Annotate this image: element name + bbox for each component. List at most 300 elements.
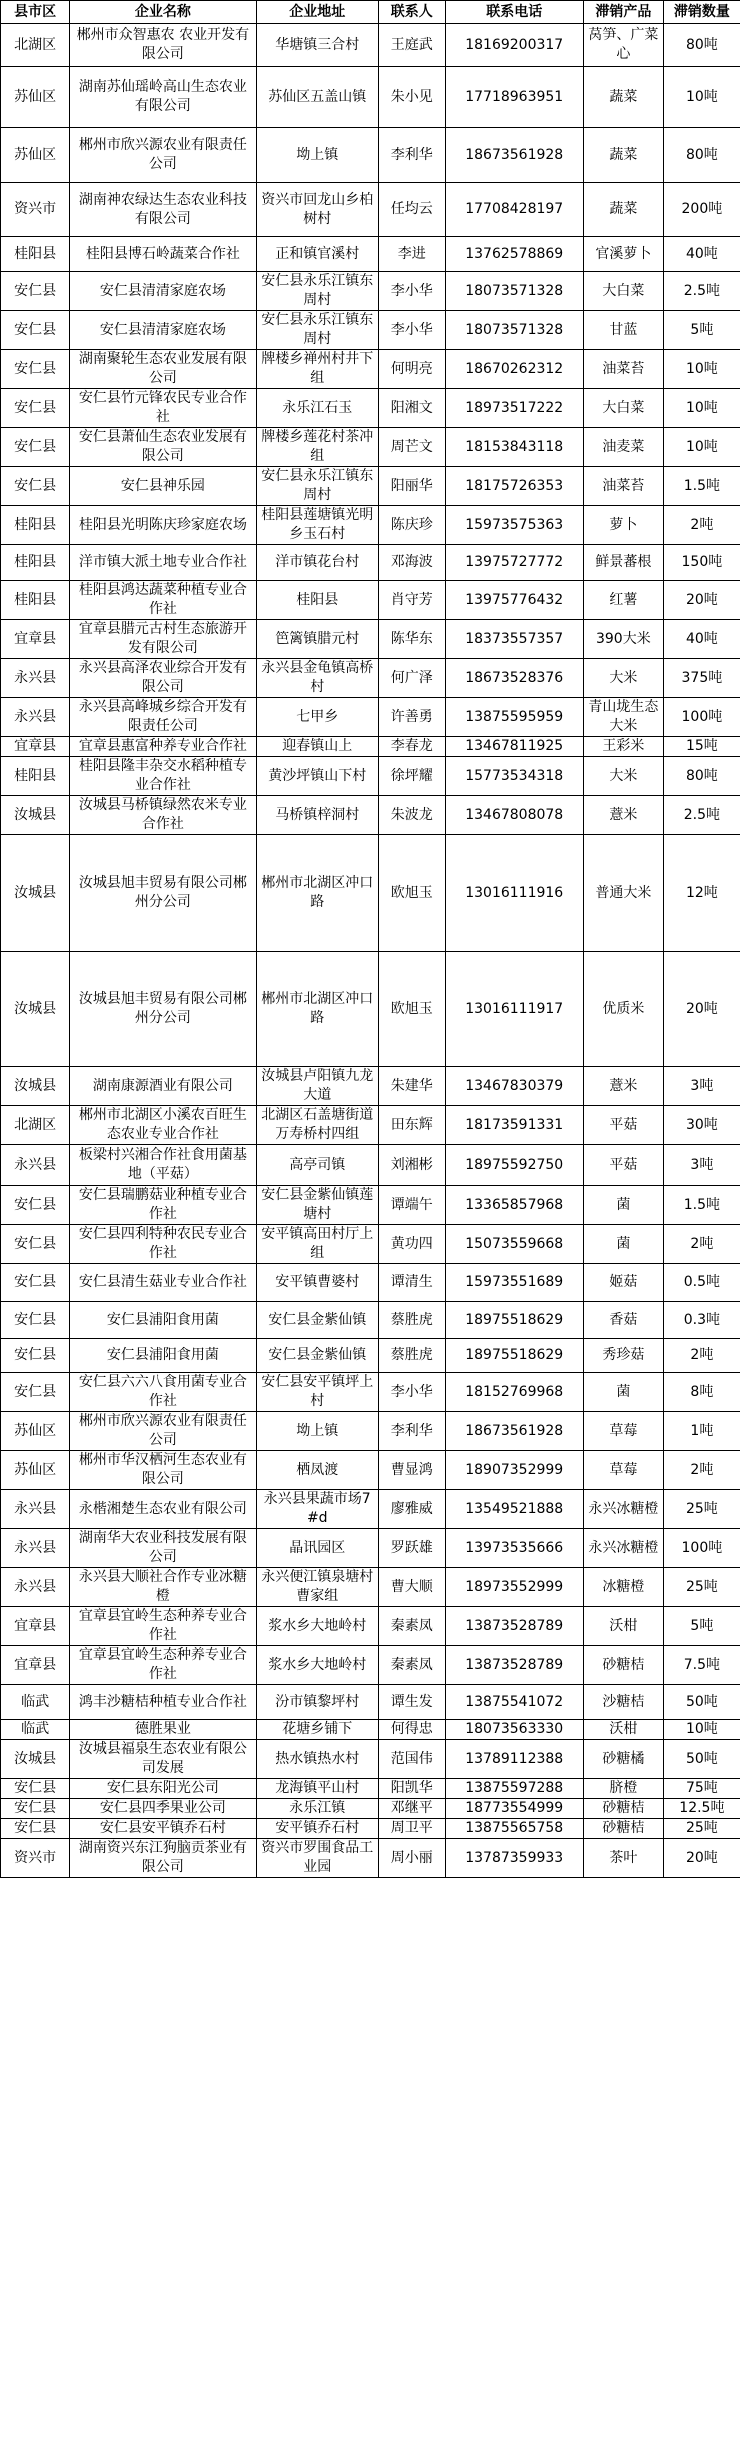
cell-phone: 18073571328 bbox=[445, 272, 583, 311]
cell-district: 宜章县 bbox=[1, 737, 70, 757]
cell-district: 安仁县 bbox=[1, 1819, 70, 1839]
table-row bbox=[1, 183, 740, 237]
cell-district: 安仁县 bbox=[1, 1799, 70, 1819]
cell-product: 萝卜 bbox=[583, 506, 663, 545]
cell-company-name: 宜章县惠富种养专业合作社 bbox=[70, 737, 256, 757]
table-row bbox=[1, 1339, 740, 1373]
cell-company-name: 桂阳县博石岭蔬菜合作社 bbox=[70, 237, 256, 272]
header-contact-person: 联系人 bbox=[378, 1, 445, 24]
cell-company-address: 汝城县卢阳镇九龙大道 bbox=[256, 1067, 378, 1106]
table-row bbox=[1, 1186, 740, 1225]
cell-phone: 13873528789 bbox=[445, 1646, 583, 1685]
cell-phone: 18169200317 bbox=[445, 24, 583, 67]
cell-product: 大白菜 bbox=[583, 389, 663, 428]
cell-product: 沃柑 bbox=[583, 1720, 663, 1740]
cell-product: 大米 bbox=[583, 757, 663, 796]
cell-district: 永兴县 bbox=[1, 1568, 70, 1607]
table-row bbox=[1, 1646, 740, 1685]
cell-quantity: 80吨 bbox=[663, 128, 740, 183]
table-row bbox=[1, 835, 740, 952]
cell-product: 红薯 bbox=[583, 581, 663, 620]
cell-phone: 15073559668 bbox=[445, 1225, 583, 1264]
cell-district: 永兴县 bbox=[1, 659, 70, 698]
table-row bbox=[1, 1302, 740, 1339]
cell-contact-person: 蔡胜虎 bbox=[378, 1339, 445, 1373]
cell-contact-person: 蔡胜虎 bbox=[378, 1302, 445, 1339]
cell-company-address: 迎春镇山上 bbox=[256, 737, 378, 757]
cell-district: 安仁县 bbox=[1, 1779, 70, 1799]
cell-company-name: 郴州市欣兴源农业有限责任公司 bbox=[70, 1412, 256, 1451]
cell-company-name: 板梁村兴湘合作社食用菌基地（平菇） bbox=[70, 1145, 256, 1186]
cell-phone: 13467808078 bbox=[445, 796, 583, 835]
cell-district: 宜章县 bbox=[1, 1607, 70, 1646]
cell-district: 安仁县 bbox=[1, 428, 70, 467]
table-row bbox=[1, 311, 740, 350]
table-row bbox=[1, 237, 740, 272]
cell-company-address: 安仁县永乐江镇东周村 bbox=[256, 311, 378, 350]
table-row bbox=[1, 1451, 740, 1490]
cell-contact-person: 刘湘彬 bbox=[378, 1145, 445, 1186]
cell-quantity: 8吨 bbox=[663, 1373, 740, 1412]
cell-product: 秀珍菇 bbox=[583, 1339, 663, 1373]
cell-quantity: 10吨 bbox=[663, 428, 740, 467]
cell-company-address: 正和镇官溪村 bbox=[256, 237, 378, 272]
cell-district: 桂阳县 bbox=[1, 545, 70, 581]
cell-phone: 13875565758 bbox=[445, 1819, 583, 1839]
cell-quantity: 0.3吨 bbox=[663, 1302, 740, 1339]
cell-contact-person: 李春龙 bbox=[378, 737, 445, 757]
cell-quantity: 100吨 bbox=[663, 698, 740, 737]
cell-company-address: 安仁县永乐江镇东周村 bbox=[256, 272, 378, 311]
cell-company-name: 安仁县四季果业公司 bbox=[70, 1799, 256, 1819]
table-row bbox=[1, 698, 740, 737]
cell-phone: 17718963951 bbox=[445, 67, 583, 128]
cell-phone: 18152769968 bbox=[445, 1373, 583, 1412]
table-row bbox=[1, 350, 740, 389]
cell-product: 王彩米 bbox=[583, 737, 663, 757]
cell-quantity: 5吨 bbox=[663, 311, 740, 350]
cell-district: 安仁县 bbox=[1, 1302, 70, 1339]
cell-company-name: 郴州市北湖区小溪农百旺生态农业专业合作社 bbox=[70, 1106, 256, 1145]
cell-contact-person: 谭端午 bbox=[378, 1186, 445, 1225]
cell-quantity: 2.5吨 bbox=[663, 796, 740, 835]
cell-product: 优质米 bbox=[583, 952, 663, 1067]
cell-company-address: 热水镇热水村 bbox=[256, 1740, 378, 1779]
table-row bbox=[1, 24, 740, 67]
cell-phone: 18975518629 bbox=[445, 1339, 583, 1373]
table-row bbox=[1, 1685, 740, 1720]
cell-contact-person: 邓继平 bbox=[378, 1799, 445, 1819]
cell-phone: 13365857968 bbox=[445, 1186, 583, 1225]
cell-product: 油菜苔 bbox=[583, 350, 663, 389]
cell-district: 汝城县 bbox=[1, 796, 70, 835]
cell-district: 安仁县 bbox=[1, 1225, 70, 1264]
cell-district: 安仁县 bbox=[1, 350, 70, 389]
cell-contact-person: 李小华 bbox=[378, 1373, 445, 1412]
table-row bbox=[1, 1225, 740, 1264]
cell-product: 沃柑 bbox=[583, 1607, 663, 1646]
cell-company-name: 宜章县腊元古村生态旅游开发有限公司 bbox=[70, 620, 256, 659]
cell-quantity: 15吨 bbox=[663, 737, 740, 757]
cell-contact-person: 李小华 bbox=[378, 311, 445, 350]
cell-company-name: 德胜果业 bbox=[70, 1720, 256, 1740]
cell-company-name: 安仁县四利特种农民专业合作社 bbox=[70, 1225, 256, 1264]
cell-company-address: 马桥镇梓洞村 bbox=[256, 796, 378, 835]
table-row bbox=[1, 1607, 740, 1646]
cell-company-name: 桂阳县隆丰杂交水稻种植专业合作社 bbox=[70, 757, 256, 796]
cell-district: 汝城县 bbox=[1, 1067, 70, 1106]
cell-district: 临武 bbox=[1, 1720, 70, 1740]
cell-company-name: 郴州市欣兴源农业有限责任公司 bbox=[70, 128, 256, 183]
cell-product: 菌 bbox=[583, 1186, 663, 1225]
cell-district: 资兴市 bbox=[1, 183, 70, 237]
table-row bbox=[1, 1264, 740, 1302]
cell-product: 菌 bbox=[583, 1373, 663, 1412]
cell-phone: 13016111916 bbox=[445, 835, 583, 952]
cell-contact-person: 秦素凤 bbox=[378, 1607, 445, 1646]
cell-district: 资兴市 bbox=[1, 1839, 70, 1878]
cell-contact-person: 陈庆珍 bbox=[378, 506, 445, 545]
cell-contact-person: 李利华 bbox=[378, 128, 445, 183]
cell-phone: 18907352999 bbox=[445, 1451, 583, 1490]
cell-product: 砂糖桔 bbox=[583, 1646, 663, 1685]
cell-phone: 18973552999 bbox=[445, 1568, 583, 1607]
cell-phone: 13467811925 bbox=[445, 737, 583, 757]
cell-company-name: 湖南康源酒业有限公司 bbox=[70, 1067, 256, 1106]
cell-contact-person: 曹大顺 bbox=[378, 1568, 445, 1607]
table-row bbox=[1, 545, 740, 581]
table-row bbox=[1, 1819, 740, 1839]
cell-product: 草莓 bbox=[583, 1412, 663, 1451]
cell-company-address: 浆水乡大地岭村 bbox=[256, 1646, 378, 1685]
cell-district: 桂阳县 bbox=[1, 757, 70, 796]
cell-contact-person: 谭生发 bbox=[378, 1685, 445, 1720]
cell-quantity: 10吨 bbox=[663, 389, 740, 428]
cell-product: 菌 bbox=[583, 1225, 663, 1264]
cell-quantity: 3吨 bbox=[663, 1067, 740, 1106]
cell-company-name: 安仁县六六八食用菌专业合作社 bbox=[70, 1373, 256, 1412]
cell-company-name: 汝城县马桥镇绿然农米专业合作社 bbox=[70, 796, 256, 835]
cell-phone: 13975776432 bbox=[445, 581, 583, 620]
cell-district: 安仁县 bbox=[1, 1339, 70, 1373]
cell-contact-person: 阳丽华 bbox=[378, 467, 445, 506]
cell-quantity: 2.5吨 bbox=[663, 272, 740, 311]
table-row bbox=[1, 620, 740, 659]
cell-phone: 17708428197 bbox=[445, 183, 583, 237]
cell-phone: 13975727772 bbox=[445, 545, 583, 581]
table-row bbox=[1, 1490, 740, 1529]
cell-contact-person: 朱建华 bbox=[378, 1067, 445, 1106]
cell-contact-person: 李小华 bbox=[378, 272, 445, 311]
cell-phone: 13787359933 bbox=[445, 1839, 583, 1878]
cell-phone: 18073563330 bbox=[445, 1720, 583, 1740]
table-row bbox=[1, 1740, 740, 1779]
cell-phone: 18673528376 bbox=[445, 659, 583, 698]
cell-district: 桂阳县 bbox=[1, 506, 70, 545]
cell-quantity: 1.5吨 bbox=[663, 1186, 740, 1225]
table-row bbox=[1, 1373, 740, 1412]
cell-phone: 13467830379 bbox=[445, 1067, 583, 1106]
table-row bbox=[1, 659, 740, 698]
cell-product: 平菇 bbox=[583, 1106, 663, 1145]
cell-phone: 18975592750 bbox=[445, 1145, 583, 1186]
cell-contact-person: 周芒文 bbox=[378, 428, 445, 467]
table-row bbox=[1, 1799, 740, 1819]
cell-district: 永兴县 bbox=[1, 1529, 70, 1568]
cell-product: 鲜景蕃根 bbox=[583, 545, 663, 581]
cell-quantity: 10吨 bbox=[663, 350, 740, 389]
cell-quantity: 1吨 bbox=[663, 1412, 740, 1451]
cell-contact-person: 李利华 bbox=[378, 1412, 445, 1451]
cell-product: 大白菜 bbox=[583, 272, 663, 311]
cell-quantity: 75吨 bbox=[663, 1779, 740, 1799]
cell-quantity: 12吨 bbox=[663, 835, 740, 952]
cell-quantity: 80吨 bbox=[663, 24, 740, 67]
cell-company-address: 资兴市罗围食品工业园 bbox=[256, 1839, 378, 1878]
cell-company-address: 栖凤渡 bbox=[256, 1451, 378, 1490]
cell-company-address: 安仁县金紫仙镇莲塘村 bbox=[256, 1186, 378, 1225]
cell-company-address: 安仁县金紫仙镇 bbox=[256, 1302, 378, 1339]
cell-quantity: 40吨 bbox=[663, 620, 740, 659]
cell-contact-person: 秦素凤 bbox=[378, 1646, 445, 1685]
table-row bbox=[1, 1839, 740, 1878]
table-row bbox=[1, 506, 740, 545]
cell-contact-person: 欧旭玉 bbox=[378, 835, 445, 952]
table-row bbox=[1, 1529, 740, 1568]
cell-company-name: 永兴县高泽农业综合开发有限公司 bbox=[70, 659, 256, 698]
cell-company-address: 永乐江镇 bbox=[256, 1799, 378, 1819]
cell-company-name: 郴州市华汉栖河生态农业有限公司 bbox=[70, 1451, 256, 1490]
cell-quantity: 7.5吨 bbox=[663, 1646, 740, 1685]
table-row bbox=[1, 1412, 740, 1451]
cell-product: 茶叶 bbox=[583, 1839, 663, 1878]
cell-quantity: 150吨 bbox=[663, 545, 740, 581]
cell-product: 大米 bbox=[583, 659, 663, 698]
cell-company-name: 安仁县神乐园 bbox=[70, 467, 256, 506]
cell-phone: 18373557357 bbox=[445, 620, 583, 659]
cell-phone: 13549521888 bbox=[445, 1490, 583, 1529]
cell-product: 沙糖桔 bbox=[583, 1685, 663, 1720]
cell-company-address: 笆篱镇腊元村 bbox=[256, 620, 378, 659]
cell-contact-person: 曹显鸿 bbox=[378, 1451, 445, 1490]
cell-company-address: 安仁县永乐江镇东周村 bbox=[256, 467, 378, 506]
cell-company-address: 高亭司镇 bbox=[256, 1145, 378, 1186]
cell-product: 青山垅生态大米 bbox=[583, 698, 663, 737]
table-row bbox=[1, 467, 740, 506]
cell-district: 汝城县 bbox=[1, 835, 70, 952]
cell-company-name: 安仁县东阳光公司 bbox=[70, 1779, 256, 1799]
cell-contact-person: 田东辉 bbox=[378, 1106, 445, 1145]
cell-district: 安仁县 bbox=[1, 1264, 70, 1302]
cell-company-address: 安平镇高田村厅上组 bbox=[256, 1225, 378, 1264]
cell-quantity: 10吨 bbox=[663, 1720, 740, 1740]
cell-company-name: 桂阳县光明陈庆珍家庭农场 bbox=[70, 506, 256, 545]
cell-contact-person: 任均云 bbox=[378, 183, 445, 237]
cell-company-address: 汾市镇黎坪村 bbox=[256, 1685, 378, 1720]
cell-district: 安仁县 bbox=[1, 1373, 70, 1412]
table-row bbox=[1, 389, 740, 428]
cell-quantity: 40吨 bbox=[663, 237, 740, 272]
cell-company-address: 坳上镇 bbox=[256, 128, 378, 183]
cell-district: 北湖区 bbox=[1, 24, 70, 67]
cell-product: 砂糖橘 bbox=[583, 1740, 663, 1779]
cell-contact-person: 阳凯华 bbox=[378, 1779, 445, 1799]
cell-contact-person: 黄功四 bbox=[378, 1225, 445, 1264]
cell-company-address: 资兴市回龙山乡柏树村 bbox=[256, 183, 378, 237]
cell-quantity: 12.5吨 bbox=[663, 1799, 740, 1819]
cell-company-address: 洋市镇花台村 bbox=[256, 545, 378, 581]
cell-company-address: 晶讯园区 bbox=[256, 1529, 378, 1568]
cell-quantity: 50吨 bbox=[663, 1685, 740, 1720]
cell-company-address: 安仁县金紫仙镇 bbox=[256, 1339, 378, 1373]
cell-district: 永兴县 bbox=[1, 1145, 70, 1186]
header-company-name: 企业名称 bbox=[70, 1, 256, 24]
table-body bbox=[1, 24, 740, 1878]
cell-contact-person: 欧旭玉 bbox=[378, 952, 445, 1067]
cell-phone: 13762578869 bbox=[445, 237, 583, 272]
table-row bbox=[1, 1106, 740, 1145]
cell-company-address: 苏仙区五盖山镇 bbox=[256, 67, 378, 128]
table-row bbox=[1, 67, 740, 128]
cell-product: 草莓 bbox=[583, 1451, 663, 1490]
cell-contact-person: 周卫平 bbox=[378, 1819, 445, 1839]
cell-quantity: 20吨 bbox=[663, 581, 740, 620]
cell-company-address: 龙海镇平山村 bbox=[256, 1779, 378, 1799]
cell-contact-person: 朱波龙 bbox=[378, 796, 445, 835]
cell-district: 苏仙区 bbox=[1, 67, 70, 128]
cell-company-name: 鸿丰沙糖桔种植专业合作社 bbox=[70, 1685, 256, 1720]
cell-phone: 13873528789 bbox=[445, 1607, 583, 1646]
cell-company-address: 永兴县果蔬市场7#d bbox=[256, 1490, 378, 1529]
cell-company-address: 牌楼乡禅州村井下组 bbox=[256, 350, 378, 389]
cell-phone: 18073571328 bbox=[445, 311, 583, 350]
cell-company-address: 花塘乡铺下 bbox=[256, 1720, 378, 1740]
cell-district: 安仁县 bbox=[1, 1186, 70, 1225]
cell-company-name: 湖南苏仙瑶岭高山生态农业有限公司 bbox=[70, 67, 256, 128]
cell-district: 桂阳县 bbox=[1, 237, 70, 272]
cell-company-name: 郴州市众智惠农 农业开发有限公司 bbox=[70, 24, 256, 67]
cell-product: 油麦菜 bbox=[583, 428, 663, 467]
cell-company-name: 安仁县浦阳食用菌 bbox=[70, 1302, 256, 1339]
cell-contact-person: 陈华东 bbox=[378, 620, 445, 659]
cell-company-name: 安仁县瑞鹏菇业种植专业合作社 bbox=[70, 1186, 256, 1225]
cell-product: 永兴冰糖橙 bbox=[583, 1490, 663, 1529]
cell-district: 安仁县 bbox=[1, 272, 70, 311]
header-district: 县市区 bbox=[1, 1, 70, 24]
table-row bbox=[1, 428, 740, 467]
cell-contact-person: 何广泽 bbox=[378, 659, 445, 698]
cell-product: 蔬菜 bbox=[583, 67, 663, 128]
cell-phone: 13875595959 bbox=[445, 698, 583, 737]
cell-quantity: 0.5吨 bbox=[663, 1264, 740, 1302]
cell-phone: 18973517222 bbox=[445, 389, 583, 428]
cell-company-name: 安仁县清清家庭农场 bbox=[70, 311, 256, 350]
cell-product: 390大米 bbox=[583, 620, 663, 659]
cell-quantity: 25吨 bbox=[663, 1568, 740, 1607]
cell-company-name: 湖南华大农业科技发展有限公司 bbox=[70, 1529, 256, 1568]
cell-company-address: 浆水乡大地岭村 bbox=[256, 1607, 378, 1646]
cell-contact-person: 徐坪耀 bbox=[378, 757, 445, 796]
cell-phone: 15973551689 bbox=[445, 1264, 583, 1302]
table-row bbox=[1, 796, 740, 835]
cell-contact-person: 罗跃雄 bbox=[378, 1529, 445, 1568]
cell-company-address: 黄沙坪镇山下村 bbox=[256, 757, 378, 796]
cell-phone: 13875541072 bbox=[445, 1685, 583, 1720]
cell-quantity: 30吨 bbox=[663, 1106, 740, 1145]
cell-company-address: 牌楼乡莲花村茶冲组 bbox=[256, 428, 378, 467]
cell-company-name: 安仁县清生菇业专业合作社 bbox=[70, 1264, 256, 1302]
table-row bbox=[1, 737, 740, 757]
cell-product: 甘蓝 bbox=[583, 311, 663, 350]
cell-quantity: 80吨 bbox=[663, 757, 740, 796]
cell-quantity: 3吨 bbox=[663, 1145, 740, 1186]
cell-company-address: 郴州市北湖区冲口路 bbox=[256, 835, 378, 952]
cell-product: 平菇 bbox=[583, 1145, 663, 1186]
cell-contact-person: 周小丽 bbox=[378, 1839, 445, 1878]
cell-quantity: 20吨 bbox=[663, 952, 740, 1067]
cell-phone: 18773554999 bbox=[445, 1799, 583, 1819]
table-row bbox=[1, 272, 740, 311]
cell-quantity: 25吨 bbox=[663, 1819, 740, 1839]
cell-contact-person: 何明亮 bbox=[378, 350, 445, 389]
cell-phone: 18975518629 bbox=[445, 1302, 583, 1339]
cell-contact-person: 李进 bbox=[378, 237, 445, 272]
cell-company-name: 湖南资兴东江狗脑贡茶业有限公司 bbox=[70, 1839, 256, 1878]
cell-quantity: 100吨 bbox=[663, 1529, 740, 1568]
cell-contact-person: 谭清生 bbox=[378, 1264, 445, 1302]
cell-company-address: 七甲乡 bbox=[256, 698, 378, 737]
cell-contact-person: 邓海波 bbox=[378, 545, 445, 581]
table-row bbox=[1, 1568, 740, 1607]
cell-quantity: 1.5吨 bbox=[663, 467, 740, 506]
cell-phone: 18173591331 bbox=[445, 1106, 583, 1145]
cell-company-name: 安仁县清清家庭农场 bbox=[70, 272, 256, 311]
cell-company-name: 宜章县宜岭生态种养专业合作社 bbox=[70, 1607, 256, 1646]
cell-district: 安仁县 bbox=[1, 467, 70, 506]
cell-company-address: 安平镇乔石村 bbox=[256, 1819, 378, 1839]
cell-district: 安仁县 bbox=[1, 311, 70, 350]
cell-product: 砂糖桔 bbox=[583, 1819, 663, 1839]
cell-company-name: 洋市镇大派土地专业合作社 bbox=[70, 545, 256, 581]
table-row bbox=[1, 1067, 740, 1106]
cell-district: 安仁县 bbox=[1, 389, 70, 428]
cell-phone: 18670262312 bbox=[445, 350, 583, 389]
cell-contact-person: 何得忠 bbox=[378, 1720, 445, 1740]
header-company-address: 企业地址 bbox=[256, 1, 378, 24]
header-quantity: 滞销数量 bbox=[663, 1, 740, 24]
cell-quantity: 2吨 bbox=[663, 1451, 740, 1490]
cell-phone: 18175726353 bbox=[445, 467, 583, 506]
cell-company-name: 安仁县竹元锋农民专业合作社 bbox=[70, 389, 256, 428]
cell-quantity: 375吨 bbox=[663, 659, 740, 698]
cell-company-address: 永兴便江镇泉塘村曹家组 bbox=[256, 1568, 378, 1607]
cell-phone: 13789112388 bbox=[445, 1740, 583, 1779]
cell-company-name: 安仁县萧仙生态农业发展有限公司 bbox=[70, 428, 256, 467]
cell-company-name: 永兴县大顺社合作专业冰糖橙 bbox=[70, 1568, 256, 1607]
cell-company-address: 坳上镇 bbox=[256, 1412, 378, 1451]
table-row bbox=[1, 1145, 740, 1186]
cell-company-address: 郴州市北湖区冲口路 bbox=[256, 952, 378, 1067]
cell-company-name: 安仁县安平镇乔石村 bbox=[70, 1819, 256, 1839]
cell-company-name: 湖南神农绿达生态农业科技有限公司 bbox=[70, 183, 256, 237]
cell-district: 苏仙区 bbox=[1, 1412, 70, 1451]
table-row bbox=[1, 952, 740, 1067]
cell-product: 官溪萝卜 bbox=[583, 237, 663, 272]
cell-quantity: 2吨 bbox=[663, 1339, 740, 1373]
cell-company-address: 北湖区石盖塘街道万寿桥村四组 bbox=[256, 1106, 378, 1145]
cell-company-address: 华塘镇三合村 bbox=[256, 24, 378, 67]
cell-company-name: 永楷湘楚生态农业有限公司 bbox=[70, 1490, 256, 1529]
